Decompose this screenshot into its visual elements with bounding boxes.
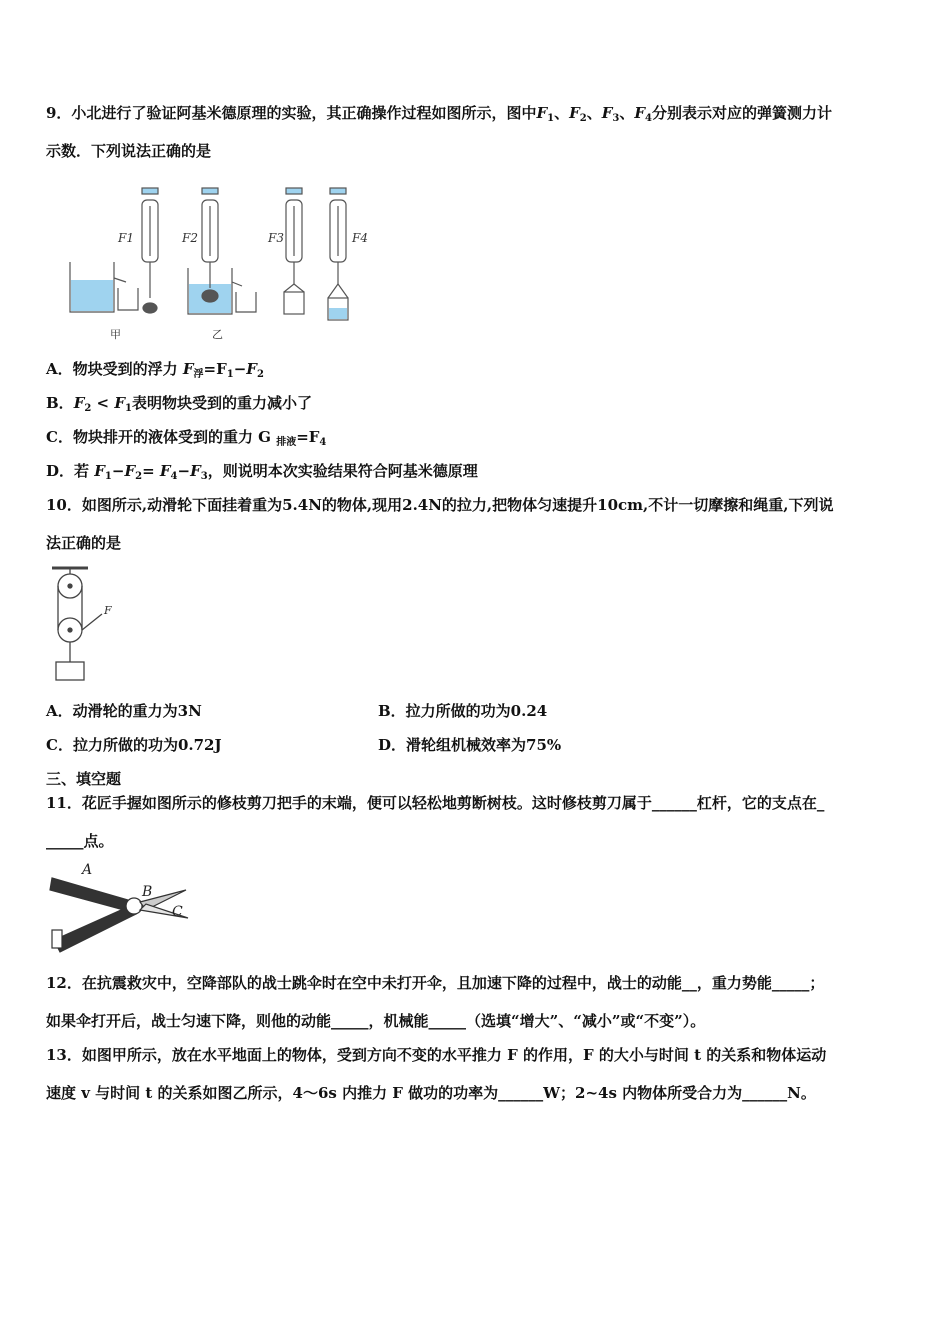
q11-label-b: B bbox=[142, 884, 153, 900]
q9-fig-label-f4: F4 bbox=[352, 231, 368, 245]
q9-option-a[interactable]: A．物块受到的浮力 $F_浮=F_1-F_2$ bbox=[46, 360, 264, 380]
q9-stem-line1: 9．小北进行了验证阿基米德原理的实验，其正确操作过程如图所示，图中$F_1$、$F_2$、$F_3$、$F_4$分别表示对应的弹簧测力计 bbox=[46, 104, 833, 124]
q12-stem-line1: 12．在抗震救灾中，空降部队的战士跳伞时在空中未打开伞，且加速下降的过程中，战士的动能__，重力势能_____； bbox=[46, 974, 825, 992]
q13-stem-line2: 速度 v 与时间 t 的关系如图乙所示，4～6s 内推力 F 做功的功率为______W；2~4s 内物体所受合力为______N。 bbox=[46, 1084, 816, 1102]
q10-stem-line2: 法正确的是 bbox=[46, 534, 122, 552]
q9-fig-label-f3: F3 bbox=[268, 231, 284, 245]
q10-stem-line1: 10．如图所示,动滑轮下面挂着重为5.4N的物体,现用2.4N的拉力,把物体匀速提升10cm,不计一切摩擦和绳重,下列说 bbox=[46, 496, 834, 514]
q10-option-c[interactable]: C．拉力所做的功为0.72J bbox=[46, 736, 222, 754]
q10-option-b[interactable]: B．拉力所做的功为0.24 bbox=[378, 702, 548, 720]
q11-label-a: A bbox=[82, 862, 93, 878]
q10-option-d[interactable]: D．滑轮组机械效率为75% bbox=[378, 736, 562, 754]
q9-option-b[interactable]: B．$F_2 < F_1$表明物块受到的重力减小了 bbox=[46, 394, 312, 414]
q9-figure bbox=[64, 180, 374, 345]
q9-fig-label-f1: F1 bbox=[118, 231, 134, 245]
q11-stem-line1: 11．花匠手握如图所示的修枝剪刀把手的末端，便可以轻松地剪断树枝。这时修枝剪刀属于______杠杆，它的支点在_ bbox=[46, 794, 825, 812]
q12-stem-line2: 如果伞打开后，战士匀速下降，则他的动能_____，机械能_____（选填“增大”、“减小”或“不变”）。 bbox=[46, 1012, 706, 1030]
q13-stem-line1: 13．如图甲所示，放在水平地面上的物体，受到方向不变的水平推力 F 的作用，F 的大小与时间 t 的关系和物体运动 bbox=[46, 1046, 827, 1064]
q11-stem-line2: _____点。 bbox=[46, 832, 114, 850]
q10-fig-label-f: F bbox=[104, 604, 112, 617]
q9-option-c[interactable]: C．物块排开的液体受到的重力 G $_{排液}=F_4$ bbox=[46, 428, 327, 448]
q9-fig-caption-yi: 乙 bbox=[212, 328, 223, 341]
q10-pulley-figure bbox=[42, 564, 122, 686]
q9-stem-line2: 示数．下列说法正确的是 bbox=[46, 142, 212, 160]
q9-option-d[interactable]: D．若 $F_1-F_2= F_4-F_3$，则说明本次实验结果符合阿基米德原理 bbox=[46, 462, 478, 482]
q11-shears-figure bbox=[46, 860, 196, 956]
q9-fig-label-f2: F2 bbox=[182, 231, 198, 245]
q11-label-c: C bbox=[172, 904, 183, 920]
q10-option-a[interactable]: A．动滑轮的重力为3N bbox=[46, 702, 202, 720]
section-heading: 三、填空题 bbox=[46, 770, 122, 788]
q9-fig-caption-jia: 甲 bbox=[110, 328, 121, 341]
